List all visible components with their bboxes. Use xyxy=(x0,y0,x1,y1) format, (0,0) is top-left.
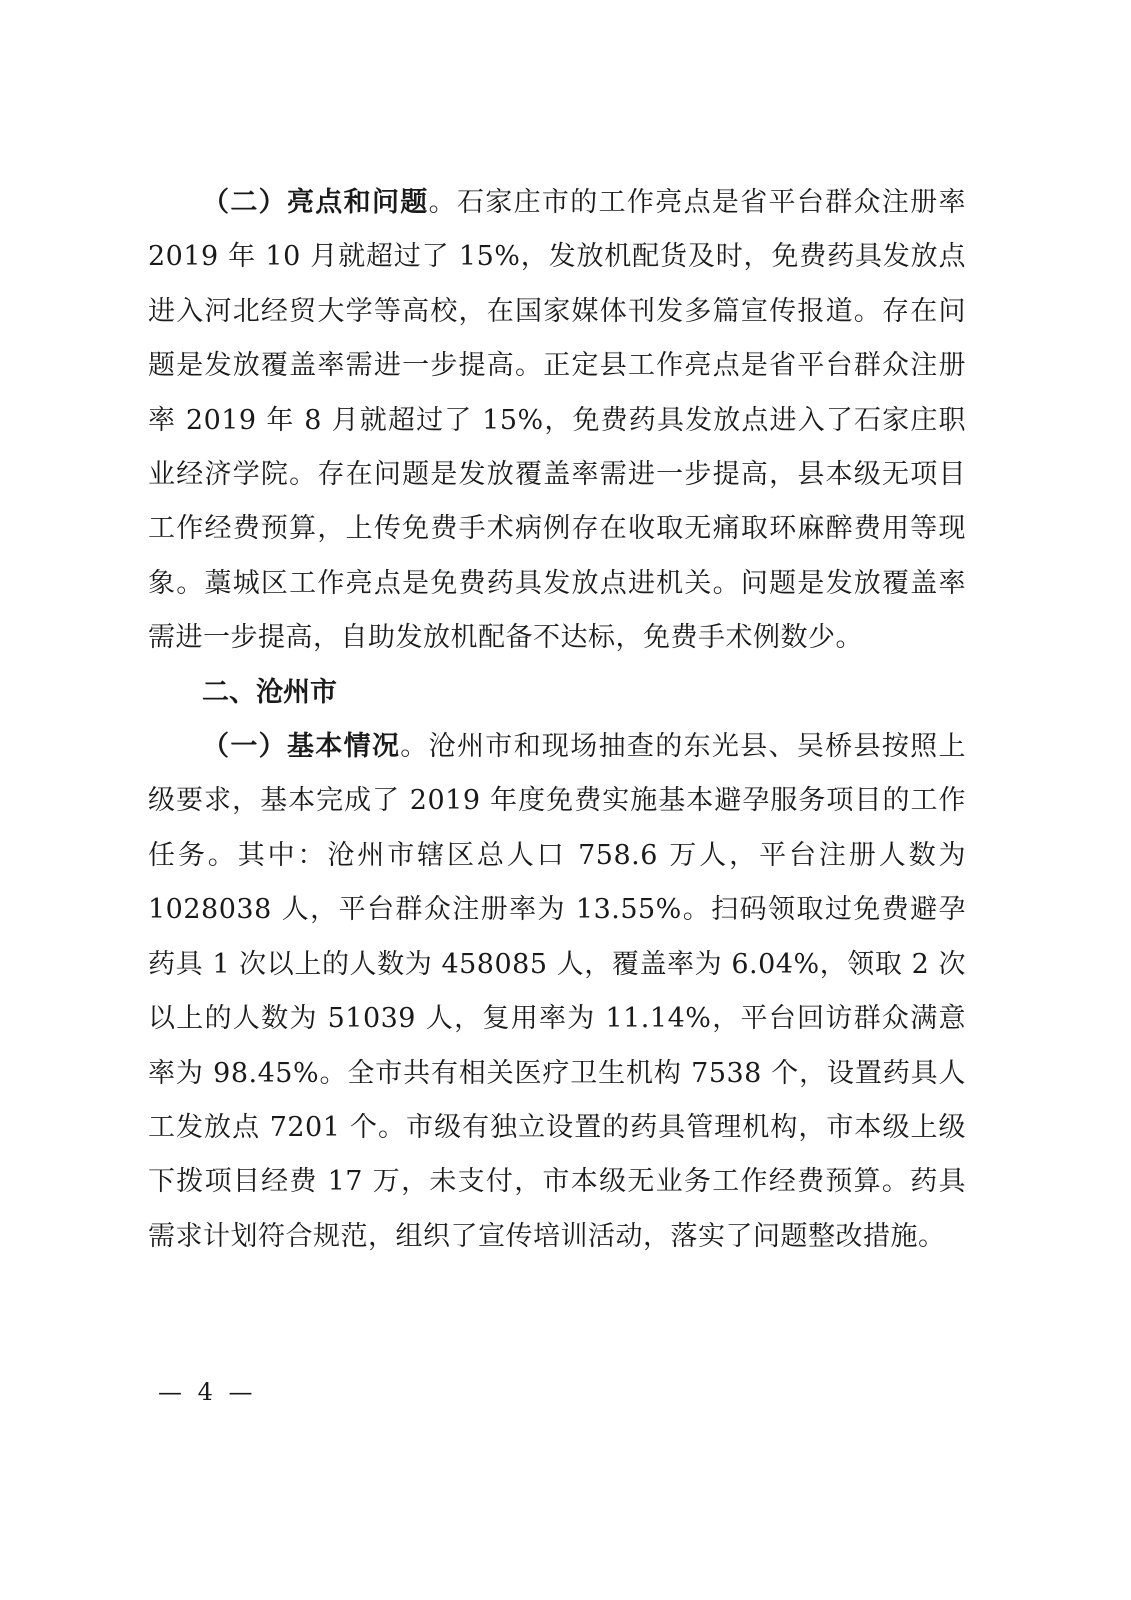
paragraph-lead: （一）基本情况 xyxy=(202,731,401,763)
page-number: — 4 — xyxy=(158,1378,257,1406)
section-heading-cangzhou: 二、沧州市 xyxy=(202,676,337,708)
paragraph-text: 。沧州市和现场抽查的东光县、吴桥县按照上级要求，基本完成了 2019 年度免费实施基本避孕服务项目的工作任务。其中：沧州市辖区总人口 758.6 万人，平台注册人数为 1028038 人，平台群众注册率为 13.55%。扫码领取过免费避孕药具 1 次以上的人数为 458085 人，覆盖率为 6.04%，领取 2 次以上的人数为 51039 人，复用率为 11.14%，平台回访群众满意率为 98.45%。全市共有相关医疗卫生机构 7538 个，设置药具人工发放点 7201 个。市级有独立设置的药具管理机构，市本级上级下拨项目经费 17 万，未支付，市本级无业务工作经费预算。药具需求计划符合规范，组织了宣传培训活动，落实了问题整改措施。 xyxy=(148,731,967,1252)
paragraph-text: 。石家庄市的工作亮点是省平台群众注册率 2019 年 10 月就超过了 15%，发放机配货及时，免费药具发放点进入河北经贸大学等高校，在国家媒体刊发多篇宣传报道。存在问题是发放覆盖率需进一步提高。正定县工作亮点是省平台群众注册率 2019 年 8 月就超过了 15%，免费药具发放点进入了石家庄职业经济学院。存在问题是发放覆盖率需进一步提高，县本级无项目工作经费预算，上传免费手术病例存在收取无痛取环麻醉费用等现象。藁城区工作亮点是免费药具发放点进机关。问题是发放覆盖率需进一步提高，自助发放机配备不达标，免费手术例数少。 xyxy=(148,187,967,654)
paragraph-highlights-and-issues xyxy=(148,176,966,666)
paragraph-lead: （二）亮点和问题 xyxy=(202,187,429,218)
document-body xyxy=(148,176,966,1264)
paragraph-basic-situation xyxy=(148,720,966,1264)
